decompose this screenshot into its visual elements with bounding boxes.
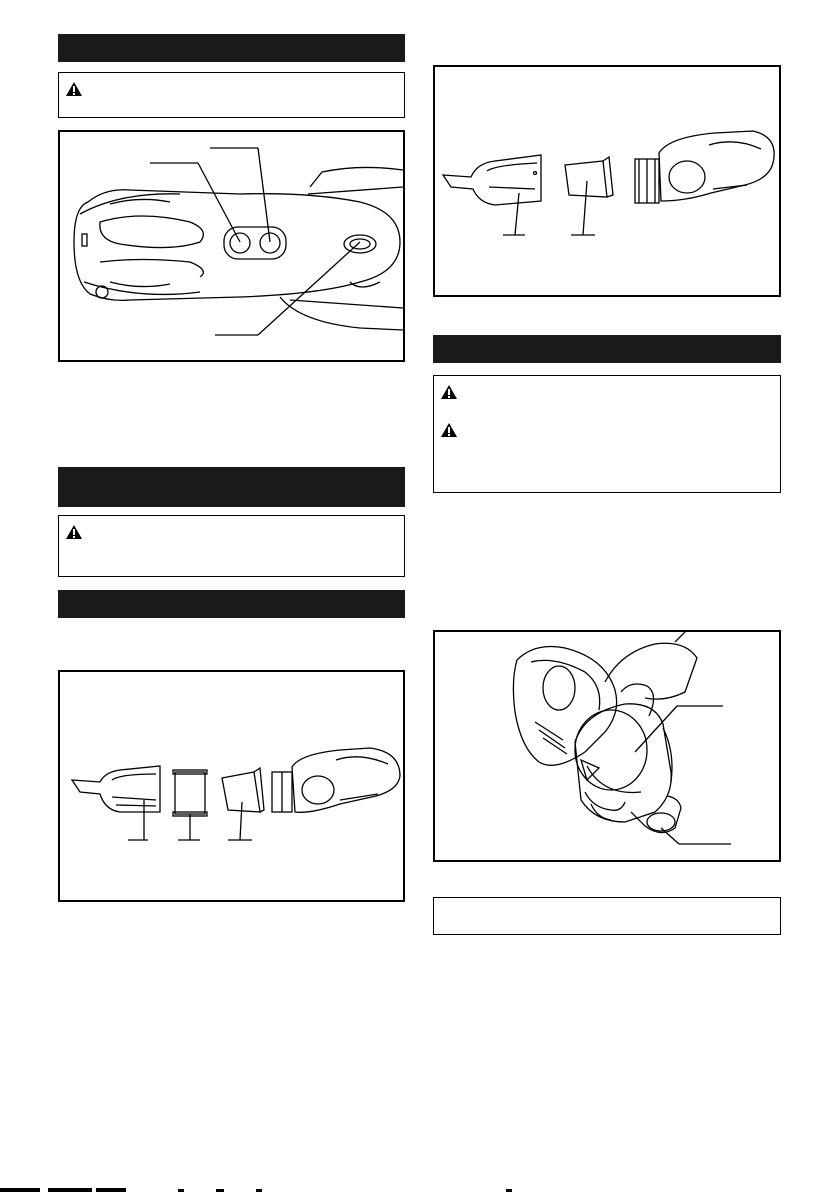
section-header-bar-4: [433, 335, 781, 363]
figure-nozzle-parts-left: [58, 670, 405, 902]
warning-triangle-icon: [440, 422, 458, 438]
caution-box-1: [58, 72, 405, 118]
section-header-bar-3: [58, 590, 405, 618]
cropped-text-strip: [0, 1186, 840, 1192]
section-header-bar-1: [58, 34, 405, 62]
section-header-bar-2: [58, 467, 405, 507]
caution-box-3: [433, 375, 781, 493]
figure-nozzle-parts-right: [433, 65, 781, 297]
figure-switch-panel: [58, 130, 405, 362]
note-box: [433, 897, 781, 935]
warning-triangle-icon: [440, 384, 458, 400]
figure-removing-nozzle: [433, 630, 781, 862]
caution-box-2: [58, 515, 405, 577]
warning-triangle-icon: [65, 81, 83, 97]
warning-triangle-icon: [65, 524, 83, 540]
